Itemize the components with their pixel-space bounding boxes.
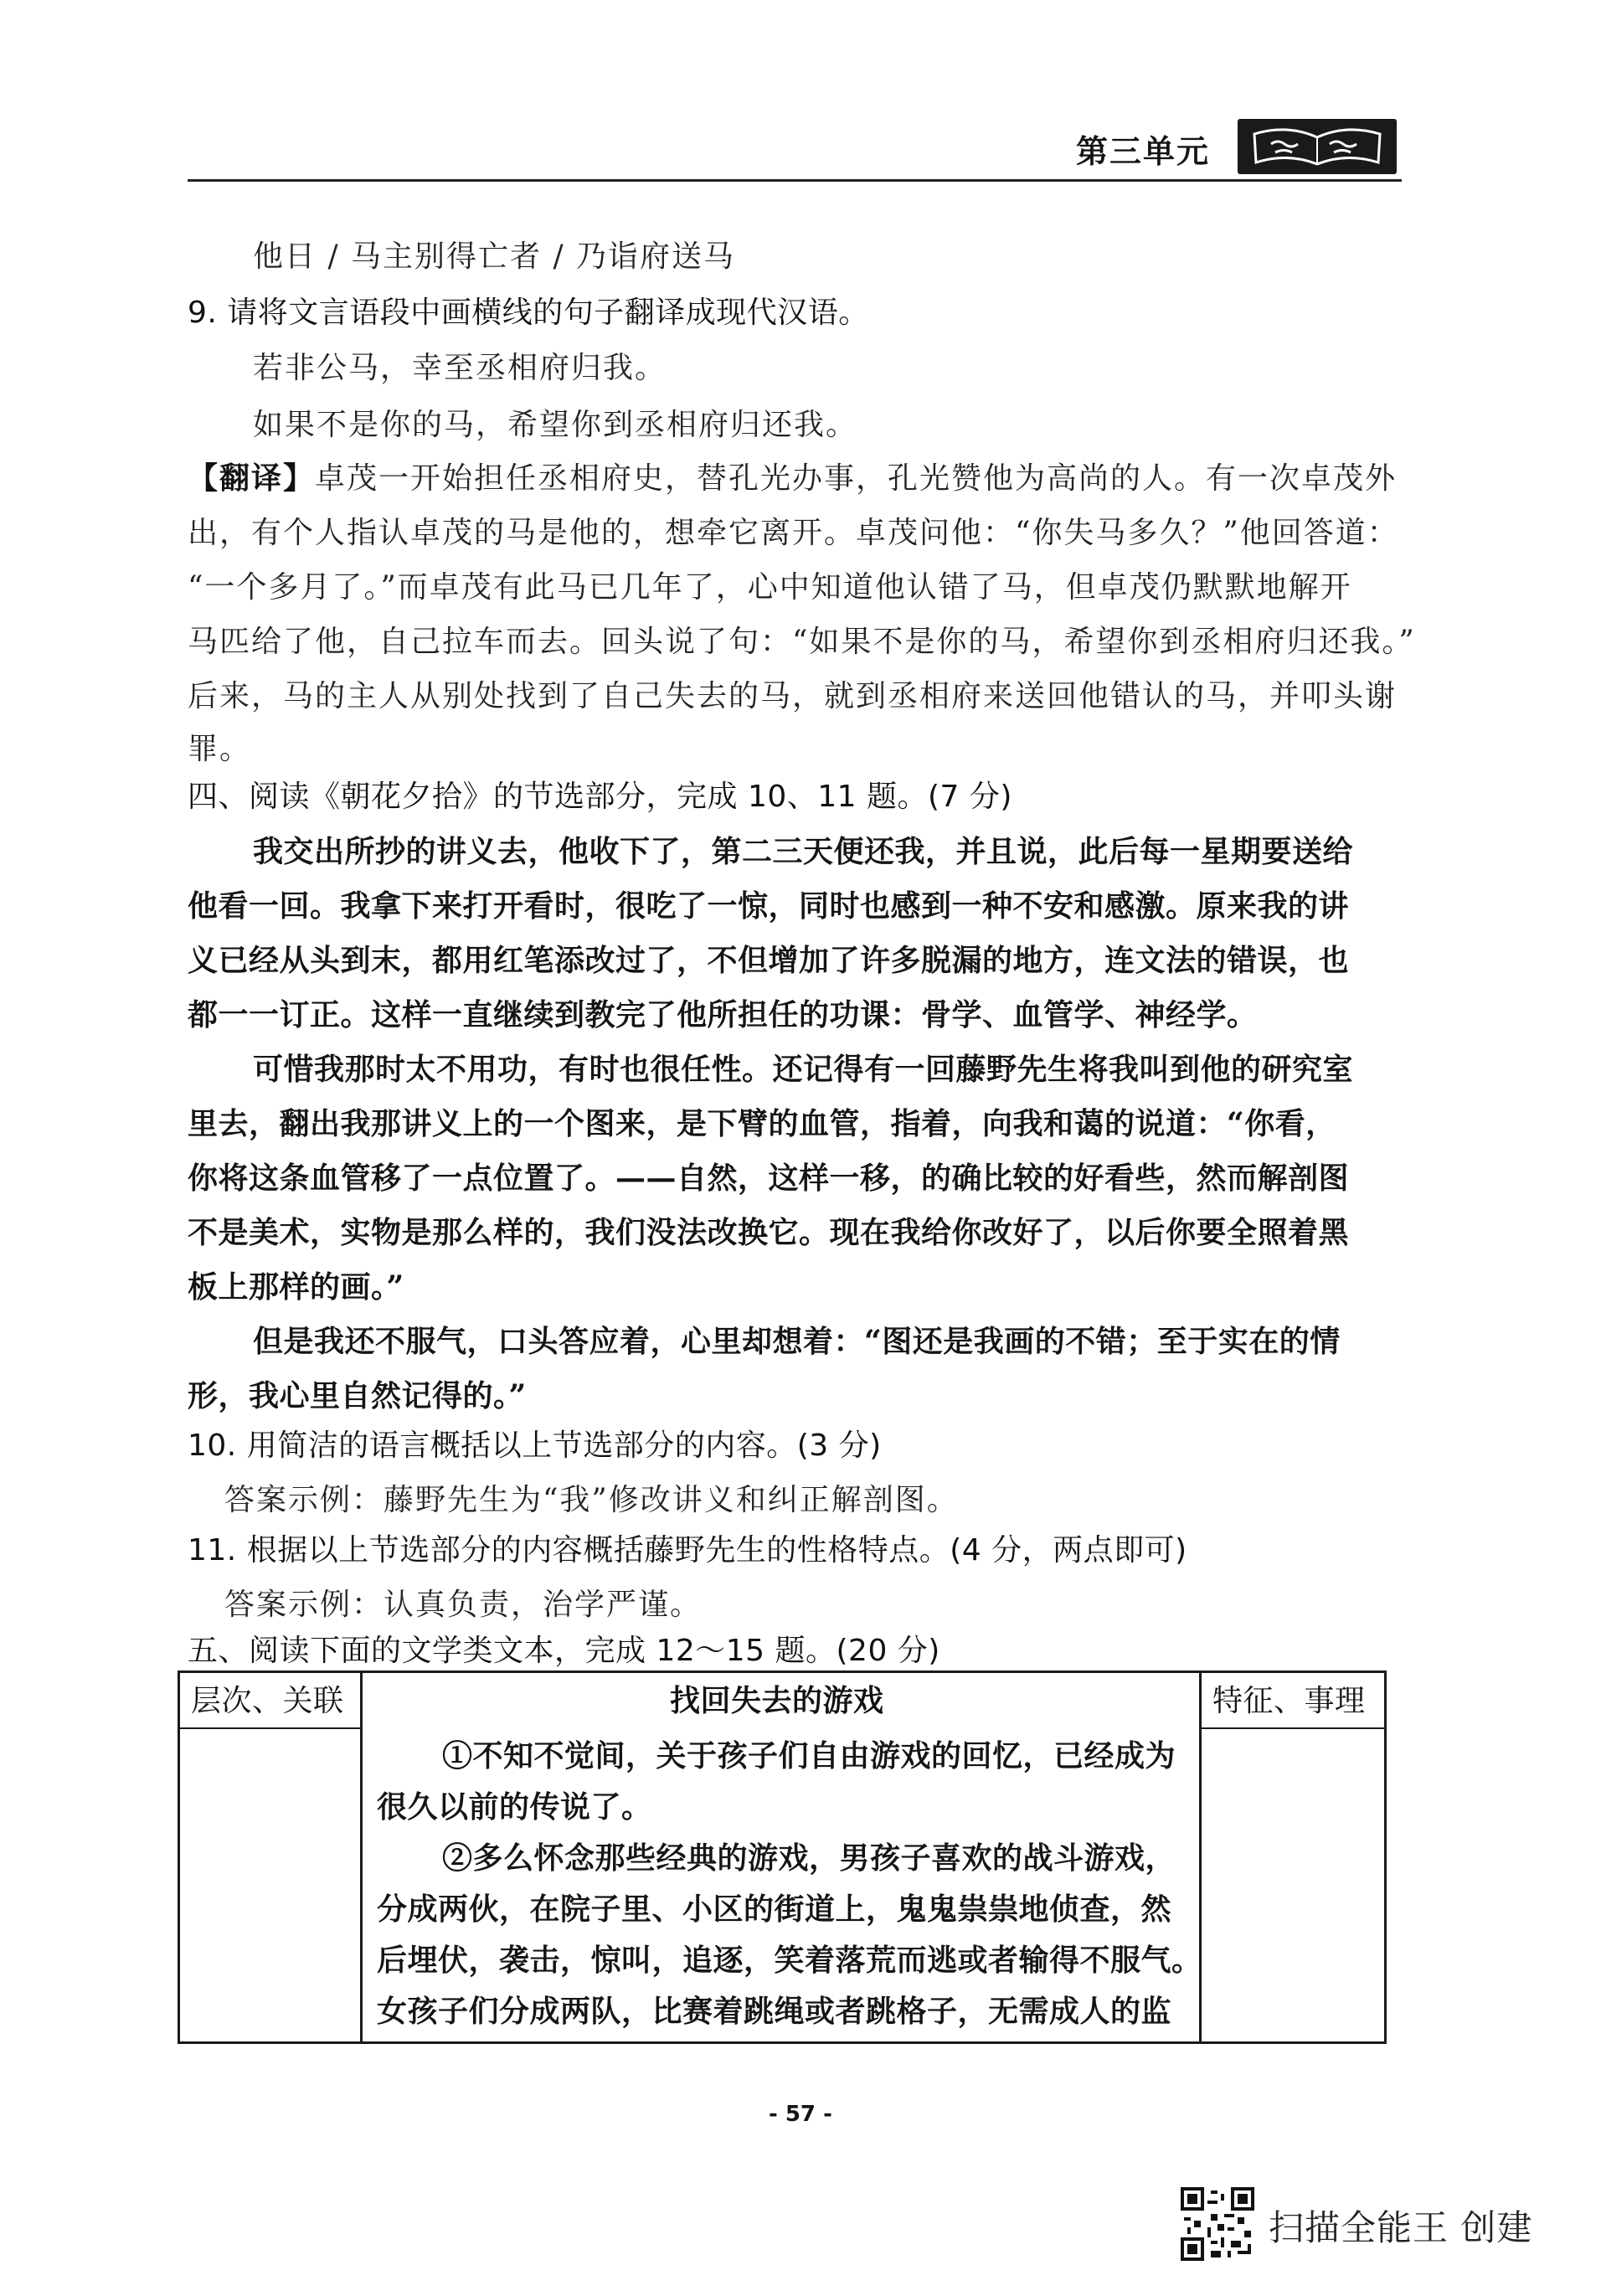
table-divider <box>1199 1671 1202 2044</box>
section-5-heading: 五、阅读下面的文学类文本，完成 12～15 题。(20 分) <box>188 1634 940 1668</box>
passage-line: 他看一回。我拿下来打开看时，很吃了一惊，同时也感到一种不安和感激。原来我的讲 <box>188 888 1350 924</box>
translation-line: 罪。 <box>188 732 252 766</box>
question-11-answer: 答案示例：认真负责，治学严谨。 <box>224 1588 703 1622</box>
table-divider <box>178 1727 362 1729</box>
table-body-line: ②多么怀念那些经典的游戏，男孩子喜欢的战斗游戏， <box>442 1840 1176 1876</box>
unit-title: 第三单元 <box>1076 133 1211 170</box>
passage-line: 但是我还不服气，口头答应着，心里却想着：“图还是我画的不错；至于实在的情 <box>253 1324 1341 1359</box>
passage-line: 义已经从头到末，都用红笔添改过了，不但增加了许多脱漏的地方，连文法的错误，也 <box>188 943 1350 978</box>
passage-line: 你将这条血管移了一点位置了。——自然，这样一移，的确比较的好看些，然而解剖图 <box>188 1161 1350 1196</box>
qr-code-icon <box>1181 2187 1254 2261</box>
translation-line: 出，有个人指认卓茂的马是他的，想牵它离开。卓茂问他：“你失马多久？”他回答道： <box>188 516 1399 550</box>
question-11: 11. 根据以上节选部分的内容概括藤野先生的性格特点。(4 分，两点即可) <box>188 1533 1187 1568</box>
passage-line: 我交出所抄的讲义去，他收下了，第二三天便还我，并且说，此后每一星期要送给 <box>253 834 1354 869</box>
question-9-sentence: 若非公马，幸至丞相府归我。 <box>253 351 667 385</box>
question-9: 9. 请将文言语段中画横线的句子翻译成现代汉语。 <box>188 296 869 330</box>
section-4-heading: 四、阅读《朝花夕拾》的节选部分，完成 10、11 题。(7 分) <box>188 780 1012 814</box>
question-10-answer: 答案示例：藤野先生为“我”修改讲义和纠正解剖图。 <box>224 1483 959 1517</box>
table-header-title: 找回失去的游戏 <box>670 1684 884 1718</box>
passage-line: 板上那样的画。” <box>188 1269 404 1305</box>
translation-label: 【翻译】 <box>188 461 316 496</box>
scanner-watermark: 扫描全能王 创建 <box>1269 2207 1533 2248</box>
question-9-answer: 如果不是你的马，希望你到丞相府归还我。 <box>253 408 858 442</box>
table-body-line: 女孩子们分成两队，比赛着跳绳或者跳格子，无需成人的监 <box>377 1994 1172 2029</box>
passage-line: 可惜我那时太不用功，有时也很任性。还记得有一回藤野先生将我叫到他的研究室 <box>253 1052 1354 1087</box>
translation-line-text: 卓茂一开始担任丞相府史，替孔光办事，孔光赞他为高尚的人。有一次卓茂外 <box>315 461 1398 496</box>
question-10: 10. 用简洁的语言概括以上节选部分的内容。(3 分) <box>188 1429 882 1463</box>
passage-line: 形，我心里自然记得的。” <box>188 1378 527 1413</box>
table-body-line: ①不知不觉间，关于孩子们自由游戏的回忆，已经成为 <box>442 1738 1176 1773</box>
page-number: - 57 - <box>769 2102 832 2127</box>
translation-line: 后来，马的主人从别处找到了自己失去的马，就到丞相府来送回他错认的马，并叩头谢 <box>188 679 1398 713</box>
translation-line: “一个多月了。”而卓茂有此马已几年了，心中知道他认错了马，但卓茂仍默默地解开 <box>188 570 1352 605</box>
table-body-line: 很久以前的传说了。 <box>377 1789 652 1825</box>
table-body-line: 分成两伙，在院子里、小区的街道上，鬼鬼祟祟地侦查，然 <box>377 1892 1172 1927</box>
table-divider <box>1199 1727 1387 1729</box>
passage-line: 里去，翻出我那讲义上的一个图来，是下臂的血管，指着，向我和蔼的说道：“你看， <box>188 1106 1336 1141</box>
header-divider <box>188 179 1402 182</box>
answer-segmentation: 他日 / 马主别得亡者 / 乃诣府送马 <box>253 239 736 274</box>
table-header-right: 特征、事理 <box>1212 1684 1366 1718</box>
table-body-line: 后埋伏，袭击，惊叫，追逐，笑着落荒而逃或者输得不服气。 <box>377 1943 1202 1978</box>
translation-line: 马匹给了他，自己拉车而去。回头说了句：“如果不是你的马，希望你到丞相府归还我。” <box>188 625 1416 659</box>
passage-line: 都一一订正。这样一直继续到教完了他所担任的功课：骨学、血管学、神经学。 <box>188 997 1258 1032</box>
table-divider <box>360 1671 363 2044</box>
book-brand-logo-icon <box>1238 119 1397 174</box>
translation-line <box>188 461 1397 497</box>
passage-line: 不是美术，实物是那么样的，我们没法改换它。现在我给你改好了，以后你要全照着黑 <box>188 1215 1350 1250</box>
table-header-left: 层次、关联 <box>191 1684 344 1718</box>
